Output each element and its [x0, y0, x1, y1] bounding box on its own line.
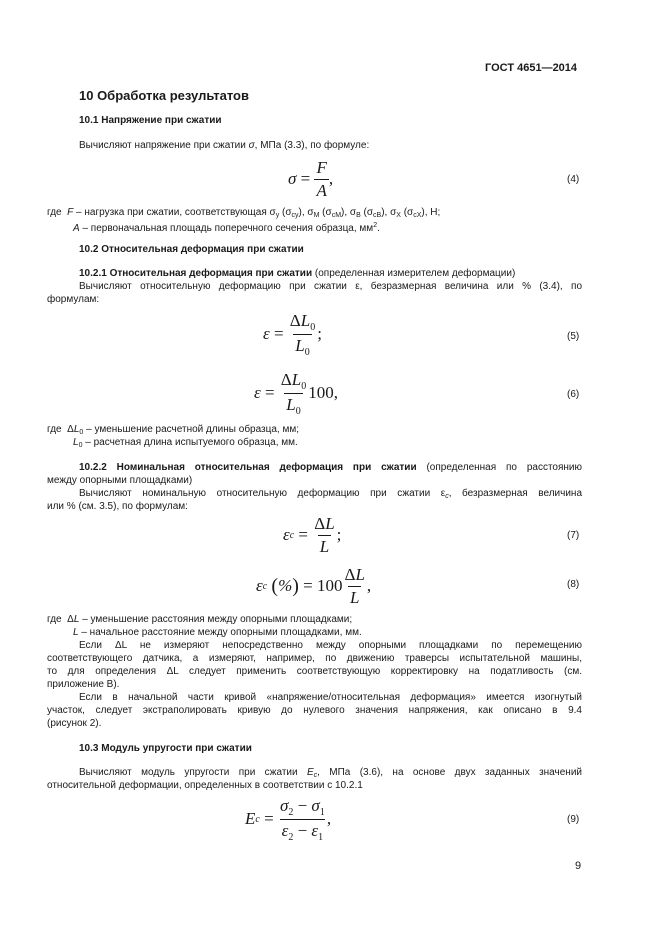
- subsection-title-10-2: 10.2 Относительная деформация при сжатии: [79, 244, 304, 255]
- paragraph-10-2-2-line1: Вычисляют номинальную относительную деформацию при сжатии $\varepsilon_c$, безразмерная величина: [79, 488, 583, 500]
- definition-area: A – первоначальная площадь поперечного сечения образца, $мм^2$.: [73, 222, 380, 234]
- paragraph-10-3-line2: относительной деформации, определенных в соответствии с 10.2.1: [47, 780, 363, 791]
- equation-6: ε = $\frac{\Delta L_0}{L_0}$ 100,: [254, 369, 338, 417]
- equation-number-5: (5): [567, 331, 580, 342]
- equation-number-9: (9): [567, 814, 580, 825]
- paragraph-compliance-line2: соответствующего датчика, а измеряют, например, по движению траверсы испытательной машины,: [47, 653, 582, 664]
- equation-4: σ = $\frac{F}{A}$ ,: [288, 157, 334, 200]
- paragraph-compliance-line3: то для определения ΔL следует применить соответствующую корректировку на податливость (см.: [47, 666, 582, 677]
- equation-number-6: (6): [567, 389, 580, 400]
- subsection-title-10-3: 10.3 Модуль упругости при сжатии: [79, 743, 252, 754]
- definition-l0: $L_0$ – расчетная длина испытуемого образца, мм.: [73, 437, 298, 449]
- equation-7: ε c = $\frac{\Delta L}{L}$ ;: [283, 513, 342, 556]
- paragraph-extrapolation-line2: участок, следует экстраполировать кривую до нулевого значения напряжения, как описано в 9.4: [47, 705, 582, 716]
- subsection-title-10-2-2: 10.2.2 Номинальная относительная деформация при сжатии (определенная по расстоянию: [79, 462, 582, 473]
- paragraph-extrapolation-line1: Если в начальной части кривой «напряжение/относительная деформация» имеется изогнутый: [79, 692, 582, 703]
- paragraph-10-3-line1: Вычисляют модуль упругости при сжатии $E_c$, МПа (3.6), на основе двух заданных значений: [79, 767, 582, 779]
- subsection-10-2-2-note: между опорными площадками): [47, 475, 193, 486]
- definition-l: L – начальное расстояние между опорными площадками, мм.: [73, 627, 362, 638]
- equation-8: ε c ( % ) = 100 $\frac{\Delta L}{L}$ ,: [256, 564, 372, 607]
- paragraph-extrapolation-line3: (рисунок 2).: [47, 718, 102, 729]
- subsection-title-10-2-1: 10.2.1 Относительная деформация при сжатии (определенная измерителем деформации): [79, 268, 516, 279]
- equation-9: E c = $\frac{\sigma_2 - \sigma_1}{\varepsilon_2 - \varepsilon_1}$ ,: [245, 795, 332, 843]
- equation-number-4: (4): [567, 174, 580, 185]
- definition-delta-l: где ΔL – уменьшение расстояния между опорными площадками;: [47, 614, 353, 625]
- section-title: 10 Обработка результатов: [79, 88, 249, 103]
- definition-delta-l0: где $\Delta L_0$ – уменьшение расчетной длины образца, мм;: [47, 424, 300, 436]
- subsection-title-10-1: 10.1 Напряжение при сжатии: [79, 115, 222, 126]
- paragraph-compliance-line4: приложение В).: [47, 679, 120, 690]
- paragraph-10-1-intro: Вычисляют напряжение при сжатии σ, МПа (3.3), по формуле:: [79, 140, 370, 151]
- page-number: 9: [575, 860, 582, 872]
- equation-number-8: (8): [567, 579, 580, 590]
- document-standard-number: ГОСТ 4651—2014: [485, 62, 578, 74]
- paragraph-10-2-2-line2: или % (см. 3.5), по формулам:: [47, 501, 188, 512]
- paragraph-compliance-line1: Если ΔL не измеряют непосредственно между опорными площадками по перемещению: [79, 640, 582, 651]
- definition-force: где F – нагрузка при сжатии, соответствующая $\sigma_y$ $(\sigma_{cy})$, $\sigma_M$ $(\sigma_{cM})$, $\sigma_B$ $(\sigma_{cB})$, $\sigma_X$ $(\sigma_{cX})$, Н;: [47, 207, 441, 219]
- equation-number-7: (7): [567, 530, 580, 541]
- paragraph-10-2-1-line1: Вычисляют относительную деформацию при сжатии ε, безразмерная величина или % (3.4), по: [79, 281, 582, 292]
- paragraph-10-2-1-line2: формулам:: [47, 294, 100, 305]
- equation-5: ε = $\frac{\Delta L_0}{L_0}$ ;: [263, 310, 322, 358]
